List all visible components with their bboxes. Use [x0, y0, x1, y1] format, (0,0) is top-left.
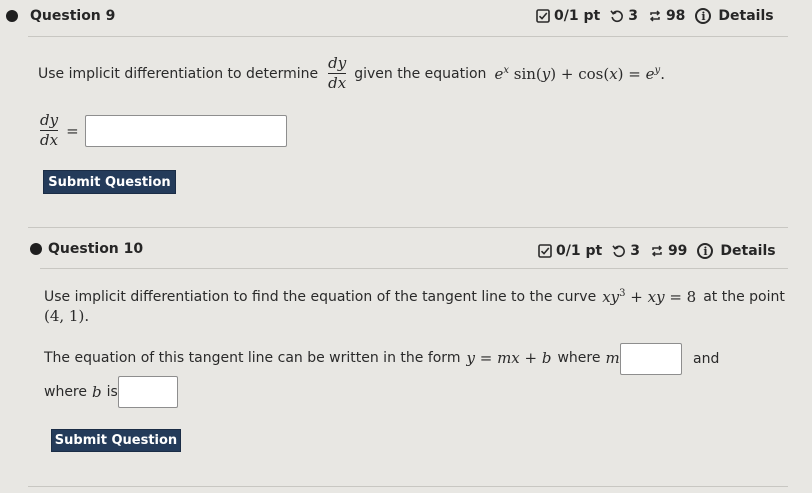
b-answer-input[interactable] — [118, 376, 178, 408]
tangent-line-prompt: The equation of this tangent line can be written in the form y = mx + b where m — [44, 349, 620, 367]
m-answer-input[interactable] — [620, 343, 682, 375]
checkbox-icon — [536, 9, 550, 23]
curve-equation: $xy^3$ + xy = 8 — [602, 288, 697, 306]
dy-dx-fraction: $\frac{dy}{dx}$ — [328, 54, 347, 92]
question-9-equation: $e^x$ $\sin(y) + \cos(x) = e^y$. — [494, 64, 665, 83]
question-9-prompt: Use implicit differentiation to determine $\frac{dy}{dx}$ given the equation $e^x$ $\sin(y) + \cos(x) = e^y$. — [38, 54, 665, 92]
repeat-icon — [648, 9, 662, 23]
and-label: and — [693, 351, 720, 367]
tangent-point: (4, 1). — [44, 307, 90, 325]
question-10-prompt: Use implicit differentiation to find the equation of the tangent line to the curve $xy^3$ + xy = 8 at the point — [44, 288, 785, 306]
question-10-bullet — [30, 243, 42, 255]
score-indicator: 0/1 pt — [538, 243, 602, 259]
repeat-icon — [650, 244, 664, 258]
info-icon: i — [695, 8, 711, 24]
bottom-divider — [28, 486, 788, 487]
question-9-bullet — [6, 10, 18, 22]
question-10-submit-button[interactable]: Submit Question — [51, 429, 181, 452]
attempts-indicator: 3 — [612, 243, 640, 259]
question-10-divider — [40, 268, 788, 269]
section-divider — [28, 227, 788, 228]
submissions-indicator: 98 — [648, 8, 685, 24]
score-indicator: 0/1 pt — [536, 8, 600, 24]
dy-dx-answer-input[interactable] — [85, 115, 287, 147]
retry-icon — [612, 244, 626, 258]
details-link[interactable]: i Details — [695, 8, 773, 24]
question-9-title: Question 9 — [30, 8, 116, 24]
attempts-indicator: 3 — [610, 8, 638, 24]
equals-sign: = — [66, 121, 79, 140]
details-link[interactable]: i Details — [697, 243, 775, 259]
retry-icon — [610, 9, 624, 23]
answer-label-fraction: $\frac{dy}{dx}$ — [40, 111, 59, 149]
question-9-submit-button[interactable]: Submit Question — [43, 170, 176, 194]
question-10-title: Question 10 — [48, 241, 144, 257]
question-9-divider — [28, 36, 788, 37]
line-form: y = mx + b — [466, 349, 552, 367]
submissions-indicator: 99 — [650, 243, 687, 259]
question-9-meta — [536, 8, 784, 24]
question-9-answer-row — [40, 112, 287, 149]
question-10-meta — [538, 243, 786, 259]
m-variable: m — [605, 349, 620, 367]
b-variable: b — [92, 383, 102, 401]
checkbox-icon — [538, 244, 552, 258]
info-icon: i — [697, 243, 713, 259]
b-prompt: where b is — [44, 383, 118, 401]
